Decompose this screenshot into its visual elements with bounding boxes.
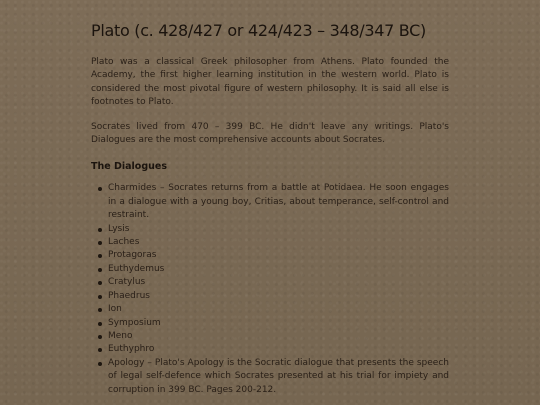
socrates-paragraph: Socrates lived from 470 – 399 BC. He didn't leave any writings. Plato's Dialogues are the most comprehensive accounts about Socrates.	[91, 121, 449, 146]
document-page	[91, 20, 449, 397]
list-item-laches: Laches	[108, 236, 449, 249]
list-item-apology: Apology – Plato's Apology is the Socratic dialogue that presents the speech of legal self-defence which Socrates presented at his trial for impiety and corruption in 399 BC. Pages 200-212.	[108, 357, 449, 397]
intro-paragraph: Plato was a classical Greek philosopher from Athens. Plato founded the Academy, the first higher learning institution in the western world. Plato is considered the most pivotal figure of western philosophy. It is said all else is footnotes to Plato.	[91, 57, 449, 108]
list-item-phaedrus: Phaedrus	[108, 290, 449, 303]
list-item-lysis: Lysis	[108, 223, 449, 236]
list-item-meno: Meno	[108, 330, 449, 343]
list-item-cratylus: Cratylus	[108, 276, 449, 289]
dialogues-heading: The Dialogues	[91, 161, 167, 173]
list-item-protagoras: Protagoras	[108, 249, 449, 262]
list-item-euthyphro: Euthyphro	[108, 343, 449, 356]
list-item-euthydemus: Euthydemus	[108, 263, 449, 276]
list-item-ion: Ion	[108, 303, 449, 316]
page-title: Plato (c. 428/427 or 424/423 – 348/347 BC)	[91, 21, 426, 40]
list-item-symposium: Symposium	[108, 317, 449, 330]
dialogues-list	[91, 182, 449, 397]
list-item-charmides: Charmides – Socrates returns from a battle at Potidaea. He soon engages in a dialogue with a young boy, Critias, about temperance, self-control and restraint.	[108, 182, 449, 222]
